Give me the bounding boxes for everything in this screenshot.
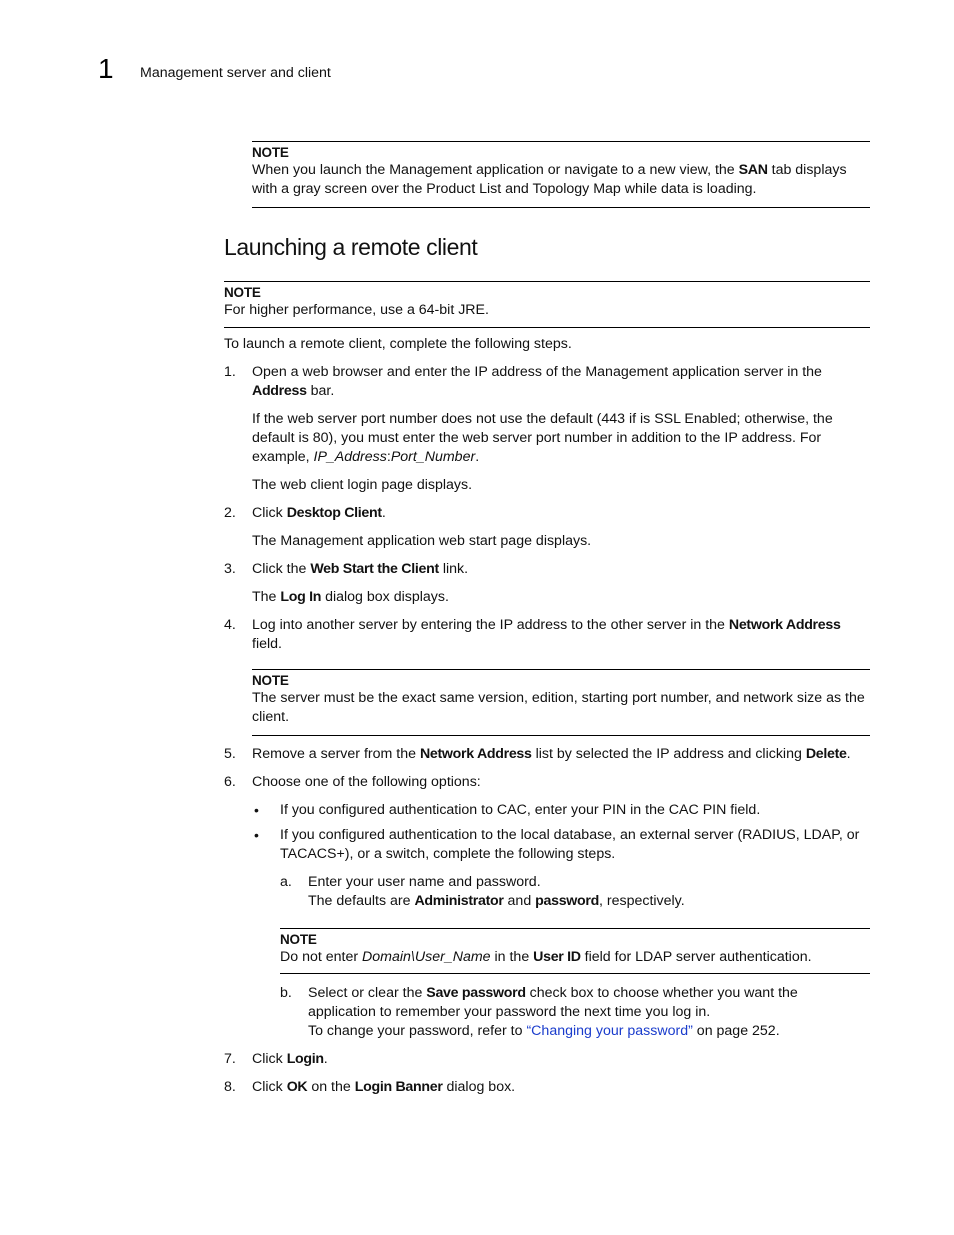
substep-letter: a.: [280, 874, 292, 890]
step-4-text: Log into another server by entering the IP address to the other server in the Network Address field.: [252, 617, 841, 652]
bullet-cac: If you configured authentication to CAC, enter your PIN in the CAC PIN field.: [280, 802, 761, 818]
step-number: 8.: [224, 1079, 236, 1095]
bullet-icon: •: [254, 802, 259, 818]
note-box-jre: [224, 281, 870, 328]
note-box-launch: [252, 141, 870, 208]
chapter-number: 1: [98, 53, 114, 84]
step-5-text: Remove a server from the Network Address list by selected the IP address and clicking Delete.: [252, 746, 851, 762]
step-3-result: The Log In dialog box displays.: [252, 589, 449, 605]
substep-b-text: Select or clear the Save password check box to choose whether you want the application to remember your password the next time you log in. To change your password, refer to “Changing your password” on page 252.: [308, 985, 798, 1039]
note-label: NOTE: [252, 673, 289, 688]
step-1-text: Open a web browser and enter the IP address of the Management application server in the Address bar.: [252, 364, 822, 399]
substep-a-text: Enter your user name and password. The defaults are Administrator and password, respectively.: [308, 874, 685, 909]
note-box-server-version: [252, 669, 870, 736]
step-3-text: Click the Web Start the Client link.: [252, 561, 469, 577]
bullet-icon: •: [254, 827, 259, 843]
note-box-ldap: [280, 928, 870, 974]
step-7-text: Click Login.: [252, 1051, 328, 1067]
note-label: NOTE: [224, 285, 261, 300]
step-8-text: Click OK on the Login Banner dialog box.: [252, 1079, 516, 1095]
step-number: 7.: [224, 1051, 236, 1067]
section-title: Launching a remote client: [224, 234, 478, 260]
intro-text: To launch a remote client, complete the following steps.: [224, 336, 572, 352]
note-text: For higher performance, use a 64-bit JRE.: [224, 302, 489, 318]
step-6-text: Choose one of the following options:: [252, 774, 481, 790]
changing-password-link[interactable]: “Changing your password”: [526, 1023, 693, 1039]
step-number: 1.: [224, 364, 236, 380]
step-number: 5.: [224, 746, 236, 762]
step-number: 3.: [224, 561, 236, 577]
note-text: When you launch the Management application or navigate to a new view, the SAN tab displays with a gray screen over the Product List and Topology Map while data is loading.: [252, 162, 847, 197]
step-2-text: Click Desktop Client.: [252, 505, 386, 521]
step-number: 2.: [224, 505, 236, 521]
step-2-result: The Management application web start page displays.: [252, 533, 592, 549]
note-text: The server must be the exact same version, edition, starting port number, and network size as the client.: [252, 690, 865, 725]
step-1-port-note: If the web server port number does not use the default (443 if is SSL Enabled; otherwise, the default is 80), you must enter the web server port number in addition to the IP address. For example, IP_Address:Port_Number.: [252, 411, 833, 465]
note-text: Do not enter Domain\User_Name in the User ID field for LDAP server authentication.: [280, 949, 812, 965]
chapter-title: Management server and client: [140, 65, 331, 81]
substep-letter: b.: [280, 985, 292, 1001]
note-label: NOTE: [252, 145, 289, 160]
step-number: 4.: [224, 617, 236, 633]
step-number: 6.: [224, 774, 236, 790]
bullet-local-database: If you configured authentication to the local database, an external server (RADIUS, LDAP, or TACACS+), or a switch, complete the following steps.: [280, 827, 860, 862]
note-label: NOTE: [280, 932, 317, 947]
step-1-result: The web client login page displays.: [252, 477, 473, 493]
